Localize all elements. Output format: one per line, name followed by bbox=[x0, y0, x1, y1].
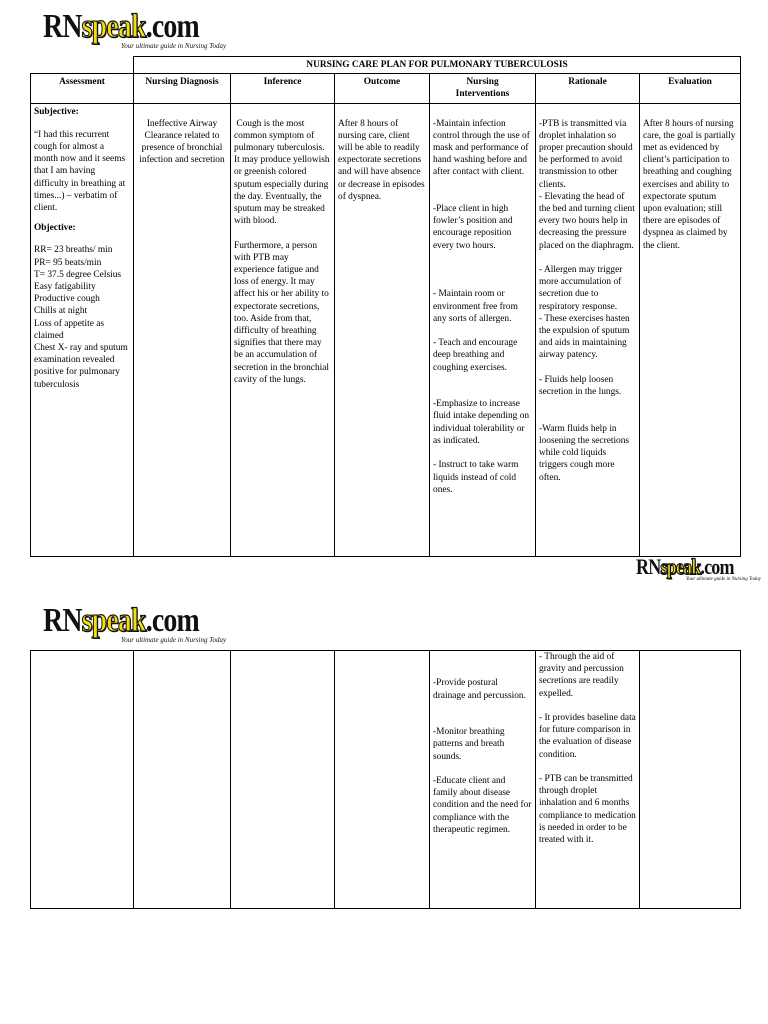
outcome-text: After 8 hours of nursing care, client will be able to readily expectorate secretions and will have absence or decrease in episodes of dyspnea. bbox=[338, 118, 428, 202]
care-plan-table bbox=[30, 56, 741, 557]
rationale-text-continued: - Through the aid of gravity and percussion secretions are readily expelled. - It provides baseline data for future comparison in the evaluation of disease condition. - PTB can be transmitted through droplet inhalation and 6 months compliance to medication is needed in order to be treated with it. bbox=[539, 652, 636, 846]
logo-wordmark bbox=[43, 10, 199, 44]
logo-tagline: Your ultimate guide in Nursing Today bbox=[121, 636, 227, 644]
logo-part-com: .com bbox=[145, 602, 199, 639]
care-plan-row-continued bbox=[31, 651, 741, 909]
subjective-text: “I had this recurrent cough for almost a month now and it seems that I am having difficulty in breathing at times...) – verbatim of client. bbox=[34, 129, 128, 214]
evaluation-cell-empty bbox=[640, 651, 741, 909]
logo-part-speak: speak bbox=[660, 554, 701, 579]
outcome-cell bbox=[335, 103, 430, 556]
care-plan-table-continued bbox=[30, 650, 741, 909]
inference-cell bbox=[231, 103, 335, 556]
logo-wordmark bbox=[43, 604, 199, 638]
header-interventions bbox=[430, 74, 536, 103]
objective-text: RR= 23 breaths/ min PR= 95 beats/min T= 37.5 degree Celsius Easy fatigability Productive cough Chills at night Loss of appetite as claimed Chest X- ray and sputum examination revealed positive for pulmonary tuberculosis bbox=[34, 245, 128, 390]
care-plan-row bbox=[31, 103, 741, 556]
header-evaluation: Evaluation bbox=[640, 74, 741, 103]
logo-wordmark-small bbox=[636, 556, 739, 578]
rationale-cell bbox=[536, 103, 640, 556]
interventions-cell bbox=[430, 103, 536, 556]
header-assessment: Assessment bbox=[31, 74, 134, 103]
diagnosis-cell bbox=[134, 103, 231, 556]
header-interventions-text: Nursing Interventions bbox=[455, 77, 510, 100]
interventions-cell-continued bbox=[430, 651, 536, 909]
header-row bbox=[31, 74, 741, 103]
logo-part-com: .com bbox=[700, 554, 734, 579]
header-outcome: Outcome bbox=[335, 74, 430, 103]
header-diagnosis: Nursing Diagnosis bbox=[134, 74, 231, 103]
objective-label: Objective: bbox=[34, 223, 76, 234]
evaluation-text: After 8 hours of nursing care, the goal is partially met as evidenced by client’s participation to breathing and coughing exercises and ability to expectorate sputum upon evaluation; still there are episodes of dyspnea as claimed by the client. bbox=[643, 118, 738, 251]
diagnosis-text: Ineffective Airway Clearance related to presence of bronchial infection and secretion bbox=[139, 118, 225, 166]
header-rationale: Rationale bbox=[536, 74, 640, 103]
logo-part-rn: RN bbox=[43, 602, 82, 639]
logo-part-speak: speak bbox=[81, 8, 146, 45]
rationale-cell-continued bbox=[536, 651, 640, 909]
subjective-label: Subjective: bbox=[34, 106, 79, 117]
rnspeak-logo-footer bbox=[636, 556, 761, 582]
header-inference: Inference bbox=[231, 74, 335, 103]
blank-corner bbox=[31, 57, 134, 74]
logo-part-rn: RN bbox=[636, 554, 661, 579]
assessment-cell bbox=[31, 103, 134, 556]
inference-text: Cough is the most common symptom of pulmonary tuberculosis. It may produce yellowish or greenish colored sputum especially during the day. Eventually, the sputum may be streaked with blood. Furthermore, a person with PTB may experience fatigue and loss of energy. It may affect his or her ability to expectorate secretions, too. Aside from that, difficulty of breathing signifies that there may be an accumulation of secretion in the bronchial cavity of the lungs. bbox=[234, 118, 330, 385]
evaluation-cell bbox=[640, 103, 741, 556]
rationale-text: -PTB is transmitted via droplet inhalation so proper precaution should be performed to avoid transmission to other clients. - Elevating the head of the bed and turning client every two hours help in decreasing the pressure placed on the diaphragm. - Allergen may trigger more accumulation of secretion due to respiratory response. - These exercises hasten the expulsion of sputum and aids in maintaining airway patency. - Fluids help loosen secretion in the lungs. -Warm fluids help in loosening the secretions while cold liquids triggers cough more often. bbox=[539, 118, 635, 483]
assessment-cell-empty bbox=[31, 651, 134, 909]
outcome-cell-empty bbox=[335, 651, 430, 909]
table-title: NURSING CARE PLAN FOR PULMONARY TUBERCULOSIS bbox=[134, 57, 741, 74]
logo-tagline-small: Your ultimate guide in Nursing Today bbox=[686, 577, 762, 582]
logo-tagline: Your ultimate guide in Nursing Today bbox=[121, 42, 227, 50]
interventions-text-continued: -Provide postural drainage and percussion. -Monitor breathing patterns and breath sounds. -Educate client and family about disease condition and the need for compliance with the therapeutic regimen. bbox=[433, 678, 532, 835]
rnspeak-logo-page2 bbox=[43, 604, 233, 644]
logo-part-speak: speak bbox=[81, 602, 146, 639]
logo-part-com: .com bbox=[145, 8, 199, 45]
diagnosis-cell-empty bbox=[134, 651, 231, 909]
logo-part-rn: RN bbox=[43, 8, 82, 45]
interventions-text: -Maintain infection control through the use of mask and performance of hand washing before and after contact with client. -Place client in high fowler’s position and encourage reposition every two hours. - Maintain room or environment free from any sorts of allergen. - Teach and encourage deep breathing and coughing exercises. -Emphasize to increase fluid intake depending on individual tolerability or as indicated. - Instruct to take warm liquids instead of cold ones. bbox=[433, 118, 530, 495]
inference-cell-empty bbox=[231, 651, 335, 909]
rnspeak-logo-top bbox=[43, 10, 233, 50]
